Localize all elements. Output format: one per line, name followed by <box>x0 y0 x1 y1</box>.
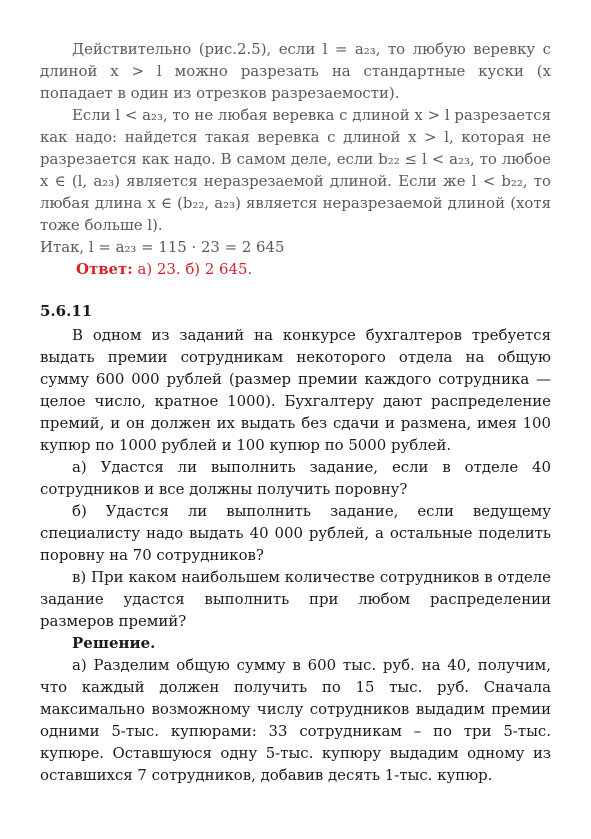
paragraph-prev-3: Итак, l = a₂₃ = 115 · 23 = 2 645 <box>40 238 285 256</box>
problem-number: 5.6.11 <box>40 302 93 320</box>
solution-title: Решение. <box>72 634 156 652</box>
paragraph-prev-1: Действительно (рис.2.5), если l = a₂₃, то любую веревку с длиной x > l можно разрезать на стандартные куски (x попадает в один из отрезков разрезаемости). <box>40 40 551 102</box>
page <box>40 38 551 786</box>
question-c: в) При каком наибольшем количестве сотрудников в отделе задание удастся выполнить при любом распределении размеров премий? <box>40 568 551 630</box>
answer-text: а) 23. б) 2 645. <box>132 260 253 278</box>
question-a: а) Удастся ли выполнить задание, если в отделе 40 сотрудников и все должны получить поровну? <box>40 458 551 498</box>
answer-label: Ответ: <box>76 260 133 278</box>
solution-text: а) Разделим общую сумму в 600 тыс. руб. на 40, получим, что каждый должен получить по 15 тыс. руб. Сначала максимально возможному числу сотрудников выдадим премии одними 5-тыс. купюрами: 33 сотрудникам – по три 5-тыс. купюре. Оставшуюся одну 5-тыс. купюру выдадим одному из оставшихся 7 сотрудников, добавив десять 1-тыс. купюр. <box>40 656 551 784</box>
paragraph-prev-2: Если l < a₂₃, то не любая веревка с длиной x > l разрезается как надо: найдется такая веревка с длиной x > l, которая не разрезается как надо. В самом деле, если b₂₂ ≤ l < a₂₃, то любое x ∈ (l, a₂₃) является неразрезаемой длиной. Если же l < b₂₂, то любая длина x ∈ (b₂₂, a₂₃) является неразрезаемой длиной (хотя тоже больше l). <box>40 106 551 234</box>
problem-statement: В одном из заданий на конкурсе бухгалтеров требуется выдать премии сотрудникам некоторого отдела на общую сумму 600 000 рублей (размер премии каждого сотрудника — целое число, кратное 1000). Бухгалтеру дают распределение премий, и он должен их выдать без сдачи и размена, имея 100 купюр по 1000 рублей и 100 купюр по 5000 рублей. <box>40 326 551 454</box>
answer-line <box>40 258 551 280</box>
question-b: б) Удастся ли выполнить задание, если ведущему специалисту надо выдать 40 000 рублей, а остальные поделить поровну на 70 сотрудников? <box>40 502 551 564</box>
